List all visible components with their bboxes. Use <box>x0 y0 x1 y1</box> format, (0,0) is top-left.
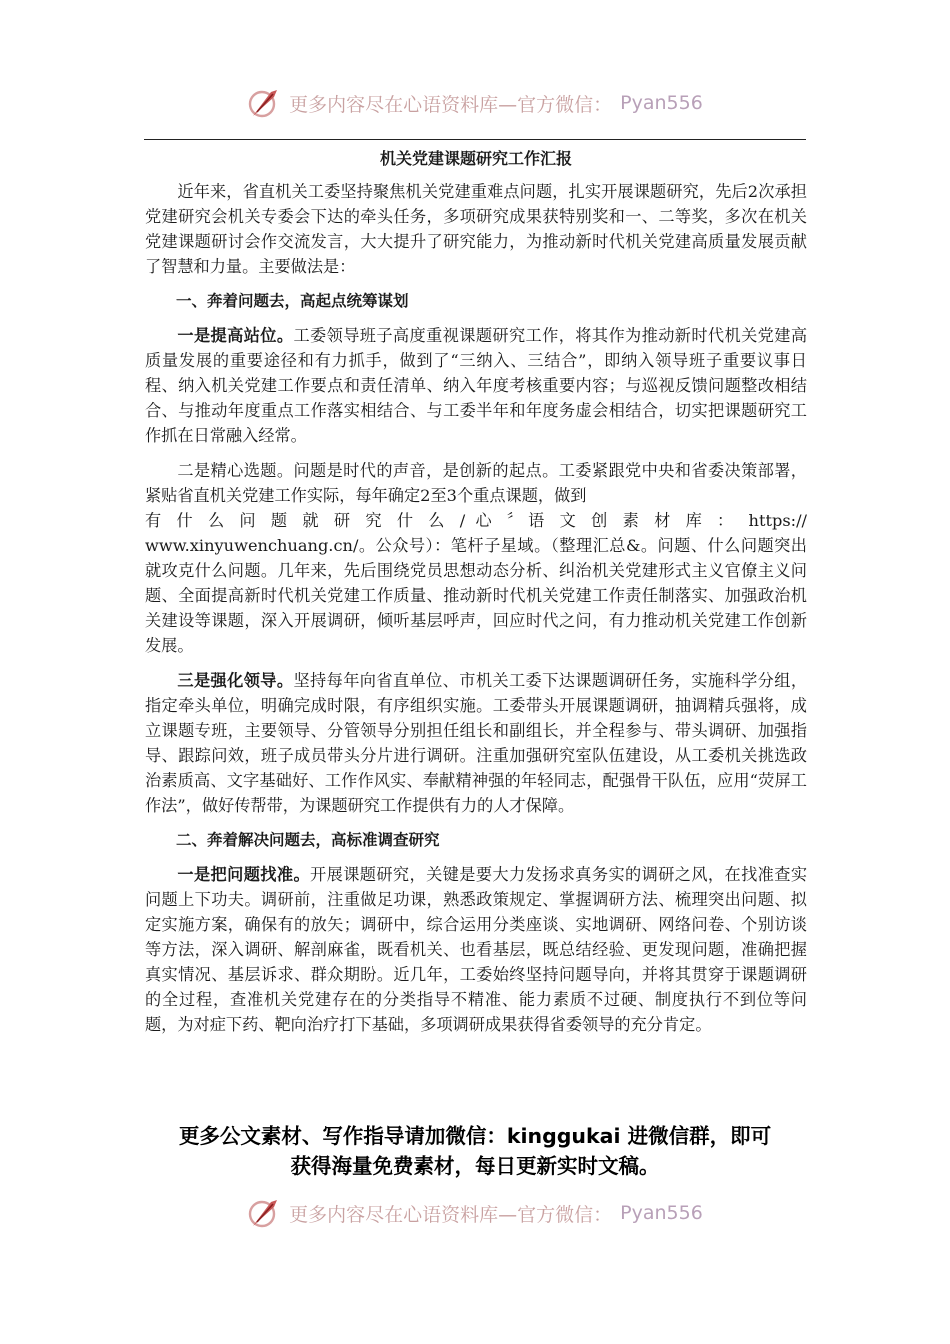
paragraph-2-link-line: 有 什 么 问 题 就 研 究 什 么 / 心 〞语 文 创 素 材 库 ： https:// <box>145 511 807 530</box>
paragraph-1-lead: 一是提高站位。 <box>177 326 294 345</box>
paragraph-3 <box>145 668 807 818</box>
paragraph-4-body: 开展课题研究，关键是要大力发扬求真务实的调研之风，在找准查实问题上下功夫。调研前，注重做足功课，熟悉政策规定、掌握调研方法、梳理突出问题、拟定实施方案，确保有的放矢；调研中，综合运用分类座谈、实地调研、网络问卷、个别访谈等方法，深入调研、解剖麻雀，既看机关、也看基层，既总结经验、更发现问题，准确把握真实情况、基层诉求、群众期盼。近几年，工委始终坚持问题导向，并将其贯穿于课题调研的全过程，查准机关党建存在的分类指导不精准、能力素质不过硬、制度执行不到位等问题，为对症下药、靶向治疗打下基础，多项调研成果获得省委领导的充分肯定。 <box>145 865 808 1034</box>
promo-line-1: 更多公文素材、写作指导请加微信：kinggukai 进微信群，即可 <box>178 1124 772 1148</box>
paragraph-3-body: 坚持每年向省直单位、市机关工委下达课题调研任务，实施科学分组，指定牵头单位，明确完成时限，有序组织实施。工委带头开展课题调研，抽调精兵强将，成立课题专班，主要领导、分管领导分别担任组长和副组长，并全程参与、带头调研、加强指导、跟踪问效，班子成员带头分片进行调研。注重加强研究室队伍建设，从工委机关挑选政治素质高、文字基础好、工作作风实、奉献精神强的年轻同志，配强骨干队伍，应用“荧屏工作法”，做好传帮带，为课题研究工作提供有力的人才保障。 <box>145 671 808 815</box>
intro-paragraph: 近年来，省直机关工委坚持聚焦机关党建重难点问题，扎实开展课题研究，先后2次承担党建研究会机关专委会下达的牵头任务，多项研究成果获特别奖和一、二等奖，多次在机关党建课题研讨会作交流发言，大大提升了研究能力，为推动新时代机关党建高质量发展贡献了智慧和力量。主要做法是： <box>145 182 807 276</box>
paragraph-4 <box>145 862 807 1037</box>
watermark-banner-bottom <box>0 1196 950 1230</box>
watermark-banner-top <box>0 86 950 120</box>
section-heading-2: 二、奔着解决问题去，高标准调查研究 <box>176 831 440 849</box>
promo-line-2: 获得海量免费素材，每日更新实时文稿。 <box>290 1154 660 1178</box>
paragraph-2 <box>145 458 807 658</box>
paragraph-2-part2: www.xinyuwenchuang.cn/。公众号）：笔杆子星域。（整理汇总&。问题、什么问题突出就攻克什么问题。几年来，先后围绕党员思想动态分析、纠治机关党建形式主义官僚主义问题、全面提高新时代机关党建工作质量、推动新时代机关党建工作责任制落实、加强政治机关建设等课题，深入开展调研，倾听基层呼声，回应时代之问，有力推动机关党建工作创新发展。 <box>145 536 807 655</box>
paragraph-3-lead: 三是强化领导。 <box>177 671 294 690</box>
watermark-wechat: Pyan556 <box>620 1202 703 1224</box>
watermark-wechat: Pyan556 <box>620 92 703 114</box>
document-body <box>145 146 807 1047</box>
watermark-text: 更多内容尽在心语资料库—官方微信： <box>289 93 613 116</box>
paragraph-4-lead: 一是把问题找准。 <box>177 865 311 884</box>
header-rule <box>144 139 806 140</box>
paragraph-1 <box>145 323 807 448</box>
quill-logo-icon <box>247 1196 281 1230</box>
watermark-text: 更多内容尽在心语资料库—官方微信： <box>289 1203 613 1226</box>
paragraph-2-part1: 二是精心选题。问题是时代的声音，是创新的起点。工委紧跟党中央和省委决策部署，紧贴省直机关党建工作实际，每年确定2至3个重点课题，做到 <box>145 461 807 505</box>
document-title: 机关党建课题研究工作汇报 <box>379 149 572 168</box>
quill-logo-icon <box>247 86 281 120</box>
promo-block <box>140 1121 810 1181</box>
section-heading-1: 一、奔着问题去，高起点统筹谋划 <box>176 292 409 310</box>
paragraph-1-body: 工委领导班子高度重视课题研究工作，将其作为推动新时代机关党建高质量发展的重要途径和有力抓手，做到了“三纳入、三结合”，即纳入领导班子重要议事日程、纳入机关党建工作要点和责任清单、纳入年度考核重要内容；与巡视反馈问题整改相结合、与推动年度重点工作落实相结合、与工委半年和年度务虚会相结合，切实把课题研究工作抓在日常融入经常。 <box>145 326 808 445</box>
